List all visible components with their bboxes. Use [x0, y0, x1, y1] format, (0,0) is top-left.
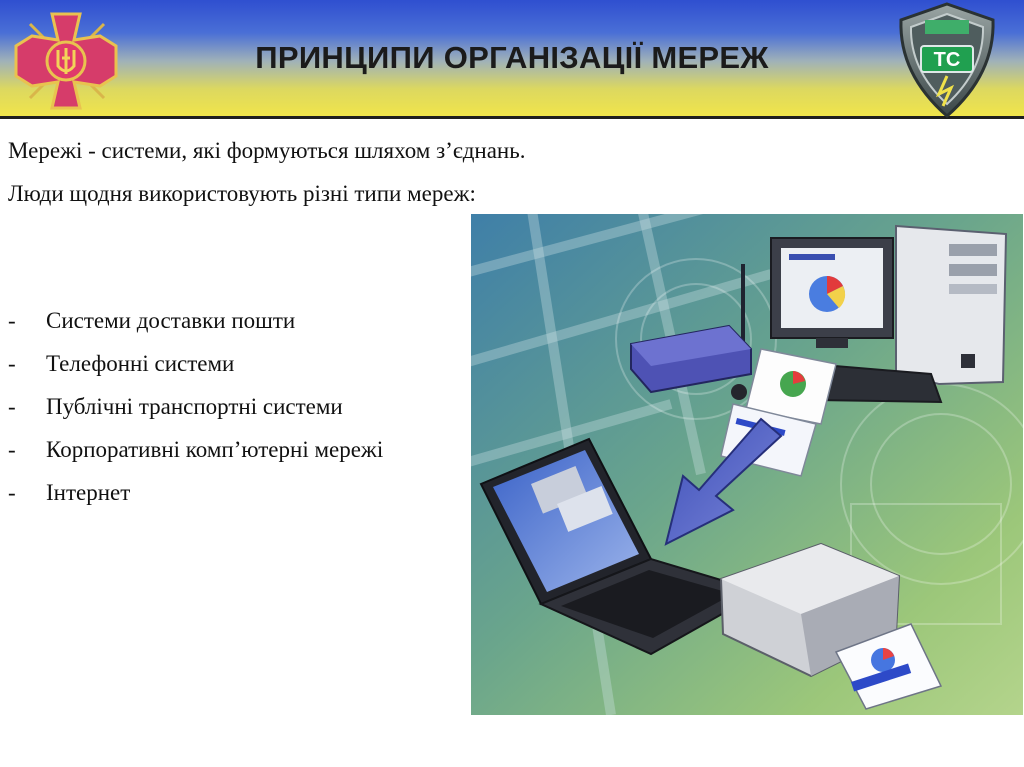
pc-tower-icon — [896, 226, 1006, 384]
list-item — [8, 308, 383, 351]
bullet-marker: - — [8, 308, 16, 333]
network-devices-illustration — [471, 214, 1023, 715]
bullet-marker: - — [8, 480, 16, 505]
bullet-marker: - — [8, 437, 16, 462]
intro-line-2: Люди щодня використовують різні типи мереж: — [8, 181, 476, 206]
shield-emblem-icon — [893, 2, 1001, 118]
bullet-marker: - — [8, 351, 16, 376]
monitor-icon — [771, 238, 893, 348]
intro-line-1: Мережі - системи, які формуються шляхом з’єднань. — [8, 138, 526, 163]
bullet-marker: - — [8, 394, 16, 419]
list-item — [8, 480, 383, 523]
list-item-label: Телефонні системи — [46, 351, 235, 376]
network-types-list — [8, 308, 383, 523]
list-item-label: Системи доставки пошти — [46, 308, 296, 333]
list-item — [8, 394, 383, 437]
list-item-label: Публічні транспортні системи — [46, 394, 343, 419]
list-item — [8, 351, 383, 394]
list-item — [8, 437, 383, 480]
list-item-label: Корпоративні комп’ютерні мережі — [46, 437, 384, 462]
slide-title: ПРИНЦИПИ ОРГАНІЗАЦІЇ МЕРЕЖ — [255, 40, 769, 75]
shield-emblem-label: ТС — [933, 49, 961, 71]
header-divider — [0, 116, 1024, 119]
list-item-label: Інтернет — [46, 480, 131, 505]
